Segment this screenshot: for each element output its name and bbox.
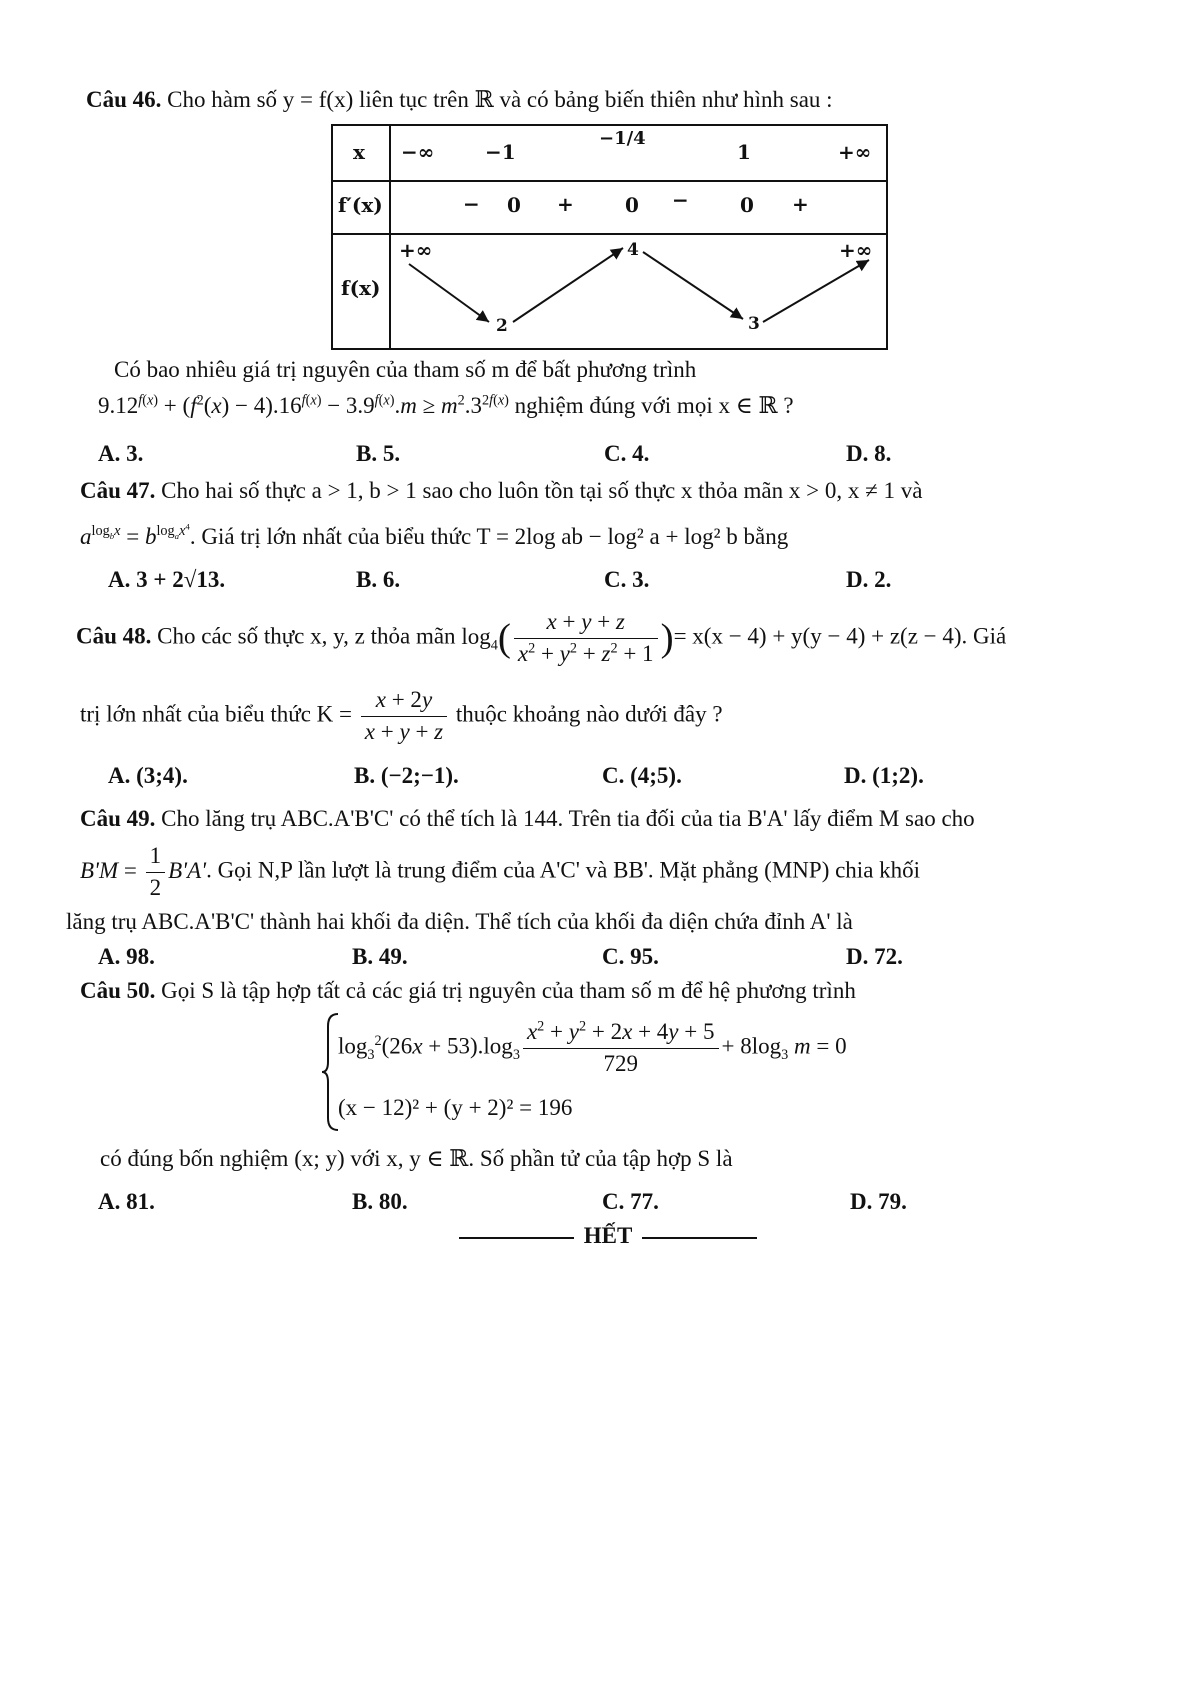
- question-50-line-2: có đúng bốn nghiệm (x; y) với x, y ∈ ℝ. Số phần tử của tập hợp S là: [100, 1146, 733, 1171]
- q50-option-b[interactable]: B. 80.: [352, 1189, 408, 1214]
- vt-f-value: 2: [496, 316, 508, 336]
- q47-option-a[interactable]: A. 3 + 2√13.: [108, 567, 226, 592]
- q49-option-d[interactable]: D. 72.: [846, 944, 903, 969]
- q46-option-b[interactable]: B. 5.: [356, 441, 401, 466]
- question-48-text-2-end: thuộc khoảng nào dưới đây ?: [455, 701, 723, 727]
- end-marker: [455, 1222, 761, 1251]
- q48-option-b[interactable]: B. (−2;−1).: [354, 763, 459, 788]
- vt-sign: −: [672, 188, 689, 212]
- vt-sign: +: [792, 192, 809, 216]
- question-47-line-2: [80, 523, 788, 552]
- vt-f-value: 3: [748, 314, 760, 334]
- q49-option-a[interactable]: A. 98.: [98, 944, 155, 969]
- question-49-text-1: Cho lăng trụ ABC.A'B'C' có thể tích là 144. Trên tia đối của tia B'A' lấy điểm M sao cho: [161, 806, 975, 831]
- question-46-prompt: Có bao nhiêu giá trị nguyên của tham số m để bất phương trình: [114, 357, 697, 382]
- question-48-line-1: Câu 48. Cho các số thực x, y, z thỏa mãn $\log_4$( $\frac{x + y + z}{x^2 + y^2 + z^2 + 1}$ )= x(x − 4) + y(y − 4) + z(z − 4). Giá: [76, 608, 1006, 669]
- q47-option-c[interactable]: C. 3.: [604, 567, 650, 592]
- q50-option-d[interactable]: D. 79.: [850, 1189, 907, 1214]
- system-equation-2: (x − 12)² + (y + 2)² = 196: [338, 1095, 573, 1120]
- q48-option-d[interactable]: D. (1;2).: [844, 763, 924, 788]
- vt-sign: +: [557, 192, 574, 216]
- question-48-log-fraction: $\frac{x + y + z}{x^2 + y^2 + z^2 + 1}$: [514, 608, 658, 669]
- question-48-text-1-end: = x(x − 4) + y(y − 4) + z(z − 4). Giá: [673, 623, 1007, 649]
- vt-f-value: 4: [627, 240, 639, 260]
- question-49-text-2: . Gọi N,P lần lượt là trung điểm của A'C' và BB'. Mặt phẳng (MNP) chia khối: [206, 857, 921, 883]
- q46-option-a[interactable]: A. 3.: [98, 441, 144, 466]
- question-49-equation: B'M = $\frac{1}{2}$ B'A': [80, 843, 207, 900]
- q47-option-d[interactable]: D. 2.: [846, 567, 892, 592]
- vt-sign: 0: [625, 193, 639, 217]
- q49-option-c[interactable]: C. 95.: [602, 944, 659, 969]
- vt-sign: −: [463, 192, 480, 216]
- question-46-text: Cho hàm số y = f(x) liên tục trên ℝ và có bảng biến thiên như hình sau :: [167, 87, 833, 112]
- question-47-line-1: [80, 477, 922, 506]
- question-48-label: Câu 48.: [76, 623, 152, 649]
- question-50-label: Câu 50.: [80, 978, 156, 1003]
- vt-x-value: −∞: [401, 140, 435, 164]
- question-47-text-2: . Giá trị lớn nhất của biểu thức T = 2log ab − log² a + log² b bằng: [189, 524, 789, 549]
- question-49-line-1: [80, 805, 975, 834]
- q50-option-a[interactable]: A. 81.: [98, 1189, 155, 1214]
- question-46-inequality-suffix: nghiệm đúng với mọi x ∈ ℝ ?: [514, 393, 794, 418]
- question-46-intro: [86, 86, 833, 115]
- question-49-line-3: lăng trụ ABC.A'B'C' thành hai khối đa diện. Thể tích của khối đa diện chứa đỉnh A' là: [66, 909, 853, 934]
- vt-f-header: f(x): [341, 276, 381, 300]
- question-48-line-2: [80, 686, 723, 747]
- question-47-text-1: Cho hai số thực a > 1, b > 1 sao cho luôn tồn tại số thực x thỏa mãn x > 0, x ≠ 1 và: [161, 478, 923, 503]
- question-46-inequality: $9.12^{f(x)} + (f^2(x) - 4).16^{f(x)} - 3.9^{f(x)}.m \ge m^2.3^{2f(x)}$ nghiệm đúng với mọi x ∈ ℝ ?: [98, 392, 794, 418]
- variation-table: [331, 124, 888, 350]
- end-label: HẾT: [583, 1223, 633, 1248]
- vt-x-value: +∞: [838, 140, 872, 164]
- vt-f-value: +∞: [839, 238, 873, 262]
- question-48-text-2: trị lớn nhất của biểu thức K =: [80, 701, 353, 727]
- end-rule-left: [459, 1237, 574, 1239]
- question-48-text-1: Cho các số thực x, y, z thỏa mãn: [157, 623, 456, 649]
- vt-x-value: −1/4: [599, 128, 646, 149]
- question-48-k-fraction: $\frac{x + 2y}{x + y + z}$: [361, 686, 447, 747]
- q49-option-b[interactable]: B. 49.: [352, 944, 408, 969]
- end-rule-right: [642, 1237, 757, 1239]
- q50-option-c[interactable]: C. 77.: [602, 1189, 659, 1214]
- question-47-label: Câu 47.: [80, 478, 156, 503]
- question-46-label: Câu 46.: [86, 87, 162, 112]
- q46-option-d[interactable]: D. 8.: [846, 441, 892, 466]
- vt-fprime-header: f′(x): [338, 193, 383, 217]
- question-50-line-1: [80, 977, 856, 1006]
- q48-option-a[interactable]: A. (3;4).: [108, 763, 188, 788]
- question-49-label: Câu 49.: [80, 806, 156, 831]
- vt-x-header: x: [353, 140, 365, 164]
- vt-sign: 0: [740, 193, 754, 217]
- question-50-text-1: Gọi S là tập hợp tất cả các giá trị nguyên của tham số m để hệ phương trình: [161, 978, 856, 1003]
- q47-option-b[interactable]: B. 6.: [356, 567, 401, 592]
- question-49-line-2: [80, 842, 920, 903]
- vt-x-value: −1: [485, 140, 516, 164]
- system-equation-1: $\log_3^2(26x + 53).\log_3$ $\frac{x^2 + y^2 + 2x + 4y + 5}{729}$ + $8\log_3$ m = 0: [338, 1018, 847, 1076]
- variation-arrows: [333, 126, 886, 348]
- q48-option-c[interactable]: C. (4;5).: [602, 763, 682, 788]
- vt-sign: 0: [507, 193, 521, 217]
- q46-option-c[interactable]: C. 4.: [604, 441, 650, 466]
- vt-f-value: +∞: [399, 238, 433, 262]
- question-47-equation: $a^{log_bx} = b^{log_ax^4}$: [80, 521, 190, 549]
- vt-x-value: 1: [737, 140, 751, 164]
